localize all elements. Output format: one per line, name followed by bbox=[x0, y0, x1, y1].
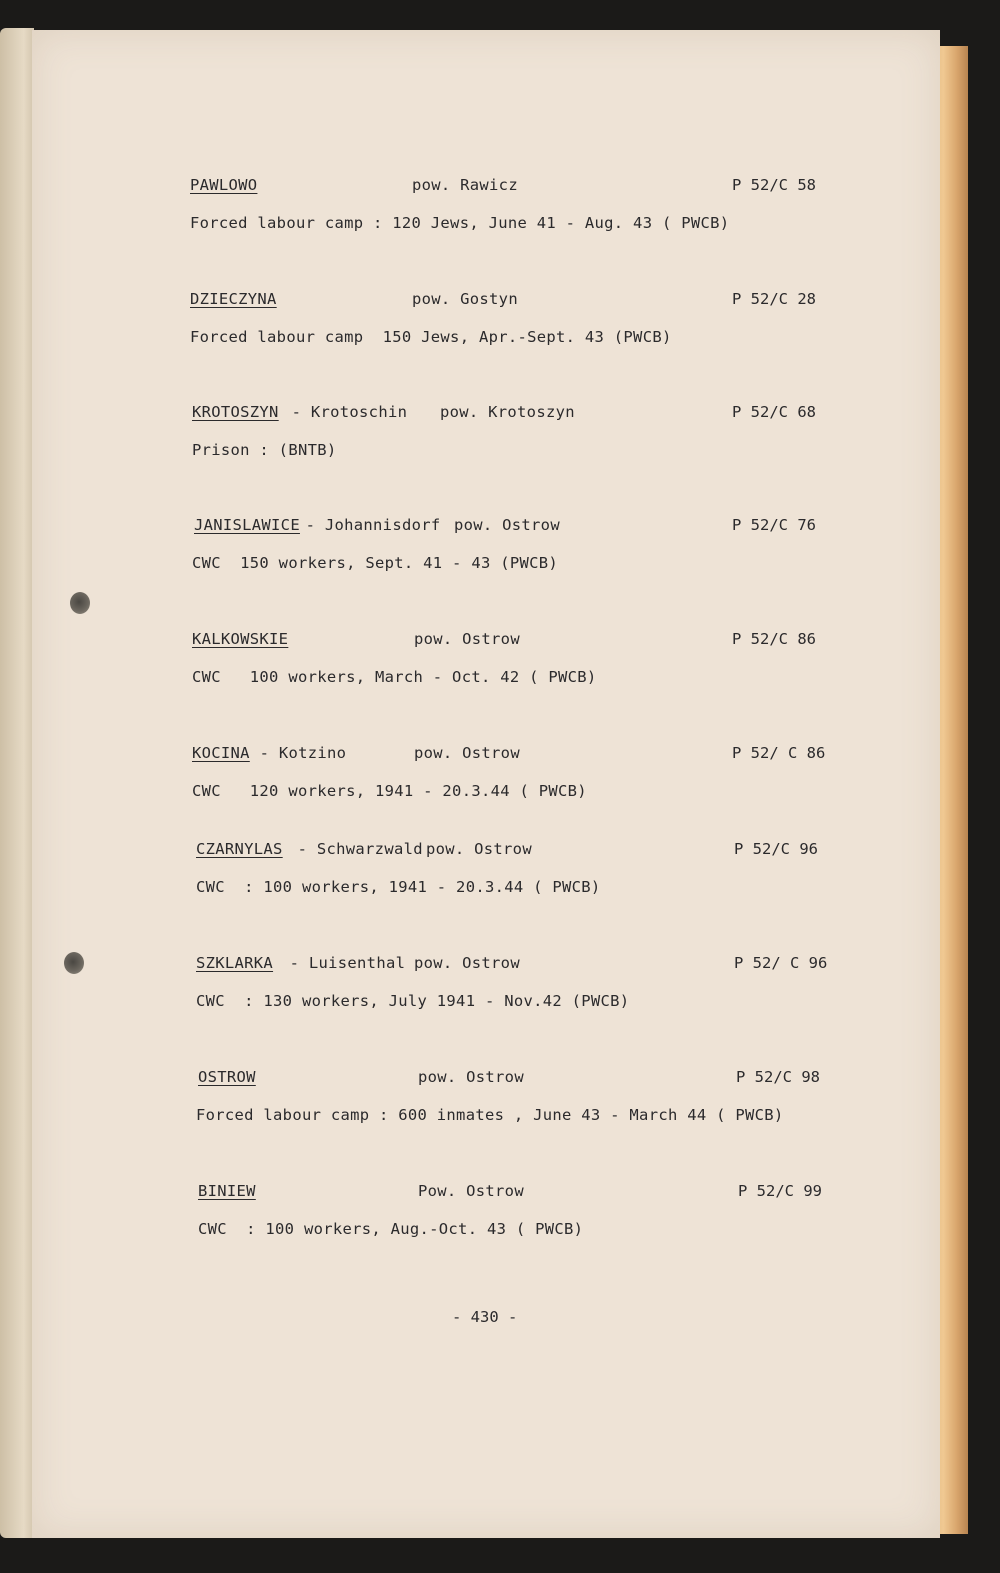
entry-detail: CWC 120 workers, 1941 - 20.3.44 ( PWCB) bbox=[192, 782, 587, 800]
district: pow. Krotoszyn bbox=[440, 403, 575, 421]
punch-hole bbox=[64, 952, 84, 974]
entry-detail: Prison : (BNTB) bbox=[192, 441, 337, 459]
district: pow. Ostrow bbox=[414, 744, 520, 762]
entry-detail: CWC : 100 workers, Aug.-Oct. 43 ( PWCB) bbox=[198, 1220, 584, 1238]
district: pow. Rawicz bbox=[412, 176, 518, 194]
reference-code: P 52/C 28 bbox=[732, 290, 816, 308]
place-name: KROTOSZYN bbox=[192, 403, 279, 421]
place-alias: - Johannisdorf bbox=[296, 516, 441, 534]
place-name: PAWLOWO bbox=[190, 176, 258, 194]
facing-page-edge bbox=[0, 28, 34, 1538]
reference-code: P 52/C 76 bbox=[732, 516, 816, 534]
place-name: KALKOWSKIE bbox=[192, 630, 289, 648]
entry-detail: Forced labour camp : 120 Jews, June 41 - Aug. 43 ( PWCB) bbox=[190, 214, 730, 232]
district: pow. Ostrow bbox=[414, 954, 520, 972]
reference-code: P 52/C 98 bbox=[736, 1068, 820, 1086]
entry-detail: Forced labour camp 150 Jews, Apr.-Sept. 43 (PWCB) bbox=[190, 328, 672, 346]
reference-code: P 52/C 86 bbox=[732, 630, 816, 648]
district: pow. Ostrow bbox=[414, 630, 520, 648]
place-name: BINIEW bbox=[198, 1182, 256, 1200]
district: pow. Ostrow bbox=[426, 840, 532, 858]
district: Pow. Ostrow bbox=[418, 1182, 524, 1200]
page-number: - 430 - bbox=[452, 1308, 518, 1326]
place-alias: - Schwarzwald bbox=[288, 840, 423, 858]
entry-detail: CWC 100 workers, March - Oct. 42 ( PWCB) bbox=[192, 668, 597, 686]
reference-code: P 52/C 96 bbox=[734, 840, 818, 858]
document-page bbox=[32, 30, 940, 1538]
entry-detail: CWC 150 workers, Sept. 41 - 43 (PWCB) bbox=[192, 554, 559, 572]
place-alias: - Krotoschin bbox=[282, 403, 408, 421]
district: pow. Ostrow bbox=[454, 516, 560, 534]
place-name: JANISLAWICE bbox=[194, 516, 300, 534]
place-name: KOCINA bbox=[192, 744, 250, 762]
place-name: DZIECZYNA bbox=[190, 290, 277, 308]
entry-detail: Forced labour camp : 600 inmates , June 43 - March 44 ( PWCB) bbox=[196, 1106, 784, 1124]
place-alias: - Luisenthal bbox=[280, 954, 406, 972]
place-name: OSTROW bbox=[198, 1068, 256, 1086]
reference-code: P 52/ C 86 bbox=[732, 744, 826, 762]
reference-code: P 52/C 58 bbox=[732, 176, 816, 194]
district: pow. Ostrow bbox=[418, 1068, 524, 1086]
entry-detail: CWC : 130 workers, July 1941 - Nov.42 (PWCB) bbox=[196, 992, 630, 1010]
reference-code: P 52/C 68 bbox=[732, 403, 816, 421]
district: pow. Gostyn bbox=[412, 290, 518, 308]
punch-hole bbox=[70, 592, 90, 614]
reference-code: P 52/C 99 bbox=[738, 1182, 822, 1200]
place-name: CZARNYLAS bbox=[196, 840, 283, 858]
reference-code: P 52/ C 96 bbox=[734, 954, 828, 972]
entry-detail: CWC : 100 workers, 1941 - 20.3.44 ( PWCB) bbox=[196, 878, 601, 896]
place-name: SZKLARKA bbox=[196, 954, 274, 972]
place-alias: - Kotzino bbox=[250, 744, 347, 762]
